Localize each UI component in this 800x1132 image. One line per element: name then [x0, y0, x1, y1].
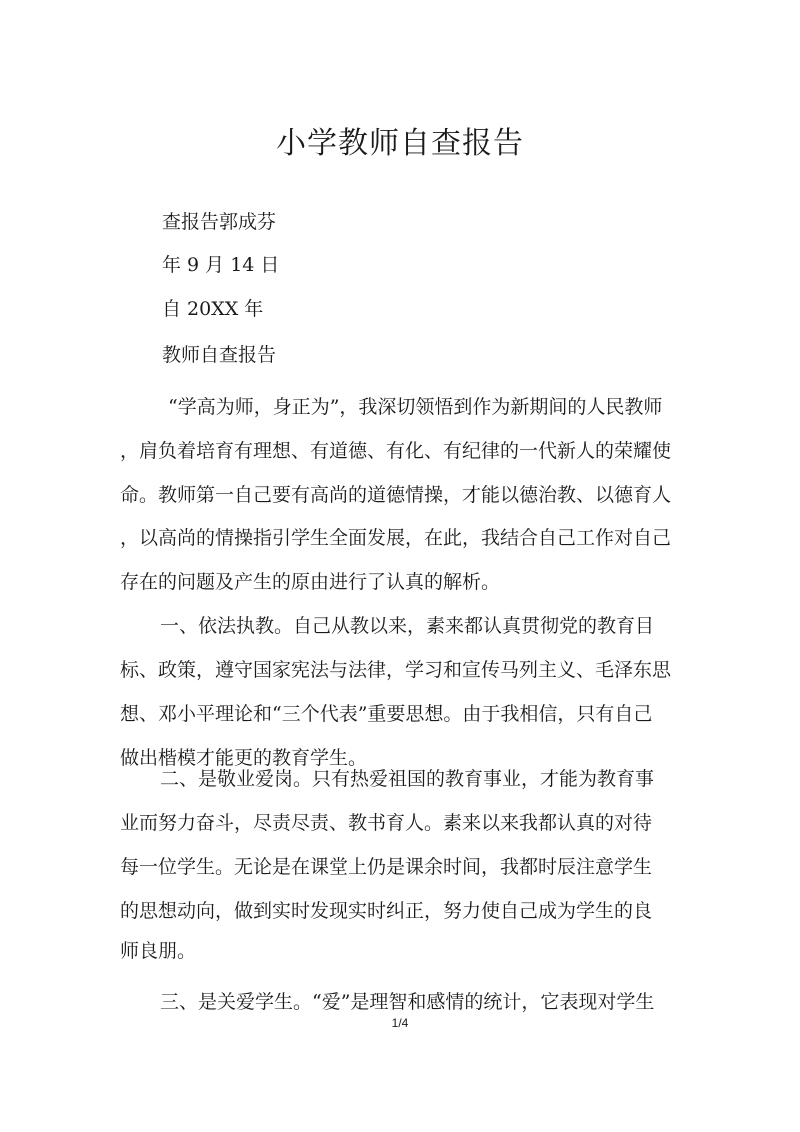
paragraph-line: ，肩负着培育有理想、有道德、有化、有纪律的一代新人的荣耀使: [120, 440, 672, 462]
meta-line-author: 查报告郭成芬: [162, 211, 277, 233]
paragraph-line: ，以高尚的情操指引学生全面发展，在此，我结合自己工作对自己: [120, 527, 672, 549]
paragraph-line: 业而努力奋斗，尽责尽责、教书育人。素来以来我都认真的对待: [120, 812, 653, 834]
paragraph-line: 师良朋。: [120, 940, 197, 962]
paragraph-line: 三、是关爱学生。“爱”是理智和感情的统计，它表现对学生: [160, 991, 655, 1013]
paragraph-line: 的思想动向，做到实时发现实时纠正，努力使自己成为学生的良: [120, 900, 653, 922]
meta-line-year: 自 20XX 年: [162, 298, 264, 320]
page-number: 1/4: [391, 1016, 409, 1030]
paragraph-line: 做出楷模才能更的教育学生。: [120, 747, 368, 769]
paragraph-line: 命。教师第一自己要有高尚的道德情操，才能以德治教、以德育人: [120, 484, 672, 506]
document-title: 小学教师自查报告: [276, 126, 524, 161]
paragraph-line: 一、依法执教。自己从教以来，素来都认真贯彻党的教育目: [160, 615, 655, 637]
meta-line-subtitle: 教师自查报告: [162, 344, 277, 366]
paragraph-line: 标、政策，遵守国家宪法与法律，学习和宣传马列主义、毛泽东思: [120, 659, 672, 681]
paragraph-line: 二、是敬业爱岗。只有热爱祖国的教育事业，才能为教育事: [160, 768, 655, 790]
meta-line-date: 年 9 月 14 日: [162, 254, 280, 276]
paragraph-line: 每一位学生。无论是在课堂上仍是课余时间，我都时辰注意学生: [120, 856, 653, 878]
paragraph-line: 存在的问题及产生的原由进行了认真的解析。: [120, 571, 501, 593]
paragraph-line: “学高为师，身正为”，我深切领悟到作为新期间的人民教师: [168, 396, 663, 418]
paragraph-line: 想、邓小平理论和“三个代表”重要思想。由于我相信，只有自己: [120, 703, 653, 725]
